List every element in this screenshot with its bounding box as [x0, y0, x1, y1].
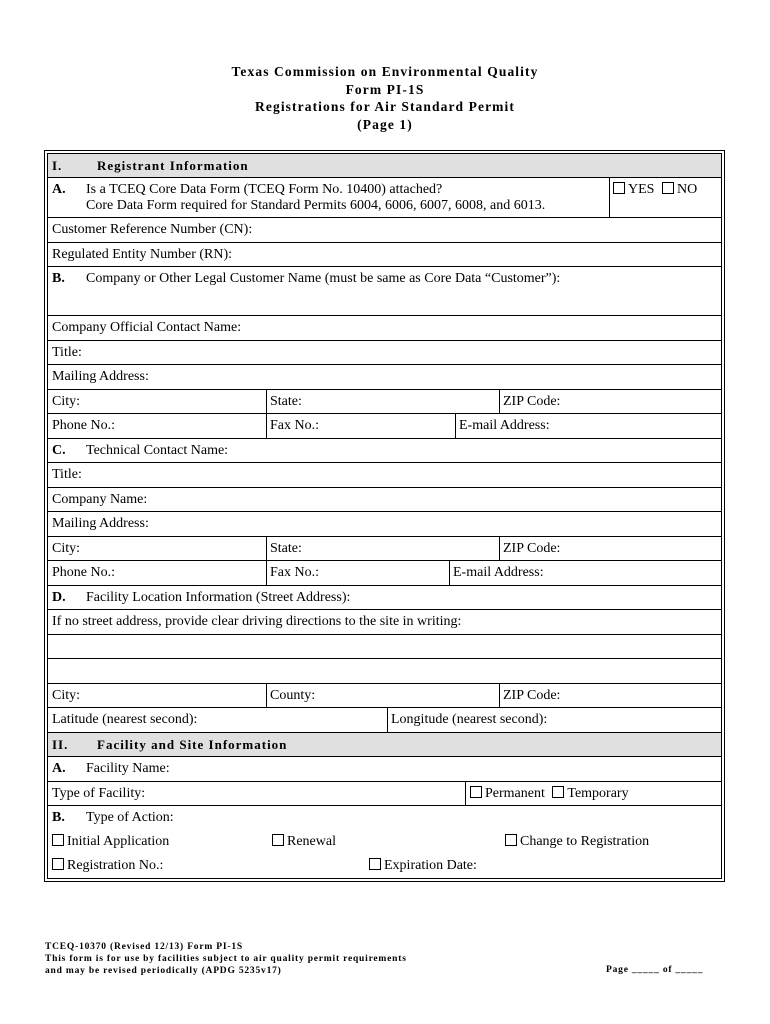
section-2-item-a-label: A. [52, 761, 66, 776]
technical-mailing-row[interactable] [48, 512, 721, 537]
form-footer [45, 941, 407, 977]
divider [499, 390, 500, 413]
form-header [0, 63, 770, 133]
technical-city-row [48, 537, 721, 561]
change-registration-checkbox[interactable] [505, 834, 517, 846]
customer-ref-row[interactable] [48, 218, 721, 243]
form-number: Form PI-1S [345, 81, 425, 97]
initial-application-checkbox[interactable] [52, 834, 64, 846]
registration-form [44, 150, 725, 882]
facility-type-choices [470, 786, 629, 802]
renewal-label: Renewal [287, 834, 336, 849]
divider [499, 537, 500, 560]
divider [266, 390, 267, 413]
change-registration-option [505, 834, 649, 850]
yes-label: YES [628, 182, 655, 197]
change-registration-label: Change to Registration [520, 834, 650, 849]
technical-zip-label[interactable]: ZIP Code: [503, 541, 561, 556]
official-state-label[interactable]: State: [270, 394, 302, 409]
form-title: Registrations for Air Standard Permit [255, 99, 515, 114]
facility-type-row [48, 782, 721, 806]
core-data-choices [613, 182, 697, 198]
section-1-header [48, 154, 721, 178]
facility-city-row [48, 684, 721, 708]
divider [609, 178, 610, 217]
agency-title: Texas Commission on Environmental Quality [231, 64, 539, 79]
divider [387, 708, 388, 732]
technical-title-label: Title: [52, 467, 82, 482]
type-of-action-label: Type of Action: [86, 810, 174, 825]
initial-application-option [52, 834, 169, 850]
divider [455, 414, 456, 438]
registration-number-option [52, 858, 163, 874]
technical-fax-label[interactable]: Fax No.: [270, 565, 319, 580]
section-2-item-b-label: B. [52, 810, 65, 825]
core-data-row [48, 178, 721, 218]
regulated-entity-row[interactable] [48, 243, 721, 267]
directions-label: If no street address, provide clear driving directions to the site in writing: [52, 614, 462, 629]
technical-email-label[interactable]: E-mail Address: [453, 565, 544, 580]
coordinates-row [48, 708, 721, 733]
section-2-title: Facility and Site Information [97, 737, 288, 752]
item-b-label: B. [52, 271, 65, 286]
directions-blank-row-1[interactable] [48, 635, 721, 659]
technical-title-row[interactable] [48, 463, 721, 488]
item-d-label: D. [52, 590, 66, 605]
official-phone-label[interactable]: Phone No.: [52, 418, 115, 433]
company-name-row[interactable] [48, 488, 721, 512]
technical-contact-label: Technical Contact Name: [86, 443, 229, 458]
longitude-label[interactable]: Longitude (nearest second): [391, 712, 548, 727]
permanent-label: Permanent [485, 786, 545, 801]
divider [266, 537, 267, 560]
page-number: Page _____ of _____ [606, 965, 704, 975]
customer-name-label: Company or Other Legal Customer Name (must be same as Core Data “Customer”): [86, 271, 561, 286]
section-2-number: II. [52, 737, 69, 752]
item-a-label: A. [52, 182, 66, 197]
expiration-date-label: Expiration Date: [384, 858, 477, 873]
expiration-date-option [369, 858, 477, 874]
core-data-question: Is a TCEQ Core Data Form (TCEQ Form No. 10400) attached? [86, 182, 443, 197]
permanent-checkbox[interactable] [470, 786, 482, 798]
no-label: NO [676, 182, 698, 197]
form-revision: TCEQ-10370 (Revised 12/13) Form PI-1S [45, 942, 243, 952]
section-1-number: I. [52, 158, 63, 173]
section-2-header [48, 733, 721, 757]
facility-name-label: Facility Name: [86, 761, 170, 776]
temporary-checkbox[interactable] [552, 786, 564, 798]
regulated-entity-label: Regulated Entity Number (RN): [52, 247, 233, 262]
divider [266, 414, 267, 438]
customer-ref-label: Customer Reference Number (CN): [52, 222, 253, 237]
technical-state-label[interactable]: State: [270, 541, 302, 556]
technical-city-label[interactable]: City: [52, 541, 81, 556]
facility-county-label[interactable]: County: [270, 688, 316, 703]
renewal-option [272, 834, 336, 850]
technical-phone-label[interactable]: Phone No.: [52, 565, 115, 580]
type-of-action-block [48, 806, 721, 880]
official-title-row[interactable] [48, 341, 721, 365]
facility-type-label: Type of Facility: [52, 786, 146, 801]
technical-phone-row [48, 561, 721, 586]
item-c-label: C. [52, 443, 66, 458]
official-fax-label[interactable]: Fax No.: [270, 418, 319, 433]
divider [266, 561, 267, 585]
section-1-title: Registrant Information [97, 158, 249, 173]
divider [499, 684, 500, 707]
official-mailing-row[interactable] [48, 365, 721, 390]
official-email-label[interactable]: E-mail Address: [459, 418, 550, 433]
core-data-note: Core Data Form required for Standard Permits 6004, 6006, 6007, 6008, and 6013. [86, 198, 546, 213]
initial-application-label: Initial Application [67, 834, 170, 849]
technical-contact-row[interactable] [48, 439, 721, 463]
registration-number-checkbox[interactable] [52, 858, 64, 870]
renewal-checkbox[interactable] [272, 834, 284, 846]
facility-location-label: Facility Location Information (Street Address): [86, 590, 351, 605]
official-mailing-label: Mailing Address: [52, 369, 149, 384]
divider [449, 561, 450, 585]
company-official-label: Company Official Contact Name: [52, 320, 242, 335]
registration-number-label: Registration No.: [67, 858, 164, 873]
official-city-row [48, 390, 721, 414]
latitude-label[interactable]: Latitude (nearest second): [52, 712, 198, 727]
customer-name-row[interactable] [48, 267, 721, 316]
divider [465, 782, 466, 805]
official-zip-label[interactable]: ZIP Code: [503, 394, 561, 409]
divider [266, 684, 267, 707]
no-checkbox[interactable] [662, 182, 674, 194]
page-label: (Page 1) [357, 116, 413, 132]
form-revision-note: and may be revised periodically (APDG 5235v17) [45, 966, 282, 976]
facility-name-row[interactable] [48, 757, 721, 782]
official-title-label: Title: [52, 345, 82, 360]
temporary-label: Temporary [567, 786, 629, 801]
form-table [47, 153, 722, 879]
company-name-label: Company Name: [52, 492, 148, 507]
facility-zip-label[interactable]: ZIP Code: [503, 688, 561, 703]
expiration-date-checkbox[interactable] [369, 858, 381, 870]
facility-city-label[interactable]: City: [52, 688, 81, 703]
official-phone-row [48, 414, 721, 439]
facility-location-row[interactable] [48, 586, 721, 610]
company-official-row[interactable] [48, 316, 721, 341]
form-usage-note: This form is for use by facilities subject to air quality permit requirements [45, 954, 407, 964]
yes-checkbox[interactable] [613, 182, 625, 194]
directions-blank-row-2[interactable] [48, 659, 721, 684]
official-city-label[interactable]: City: [52, 394, 81, 409]
technical-mailing-label: Mailing Address: [52, 516, 149, 531]
directions-row[interactable] [48, 610, 721, 635]
